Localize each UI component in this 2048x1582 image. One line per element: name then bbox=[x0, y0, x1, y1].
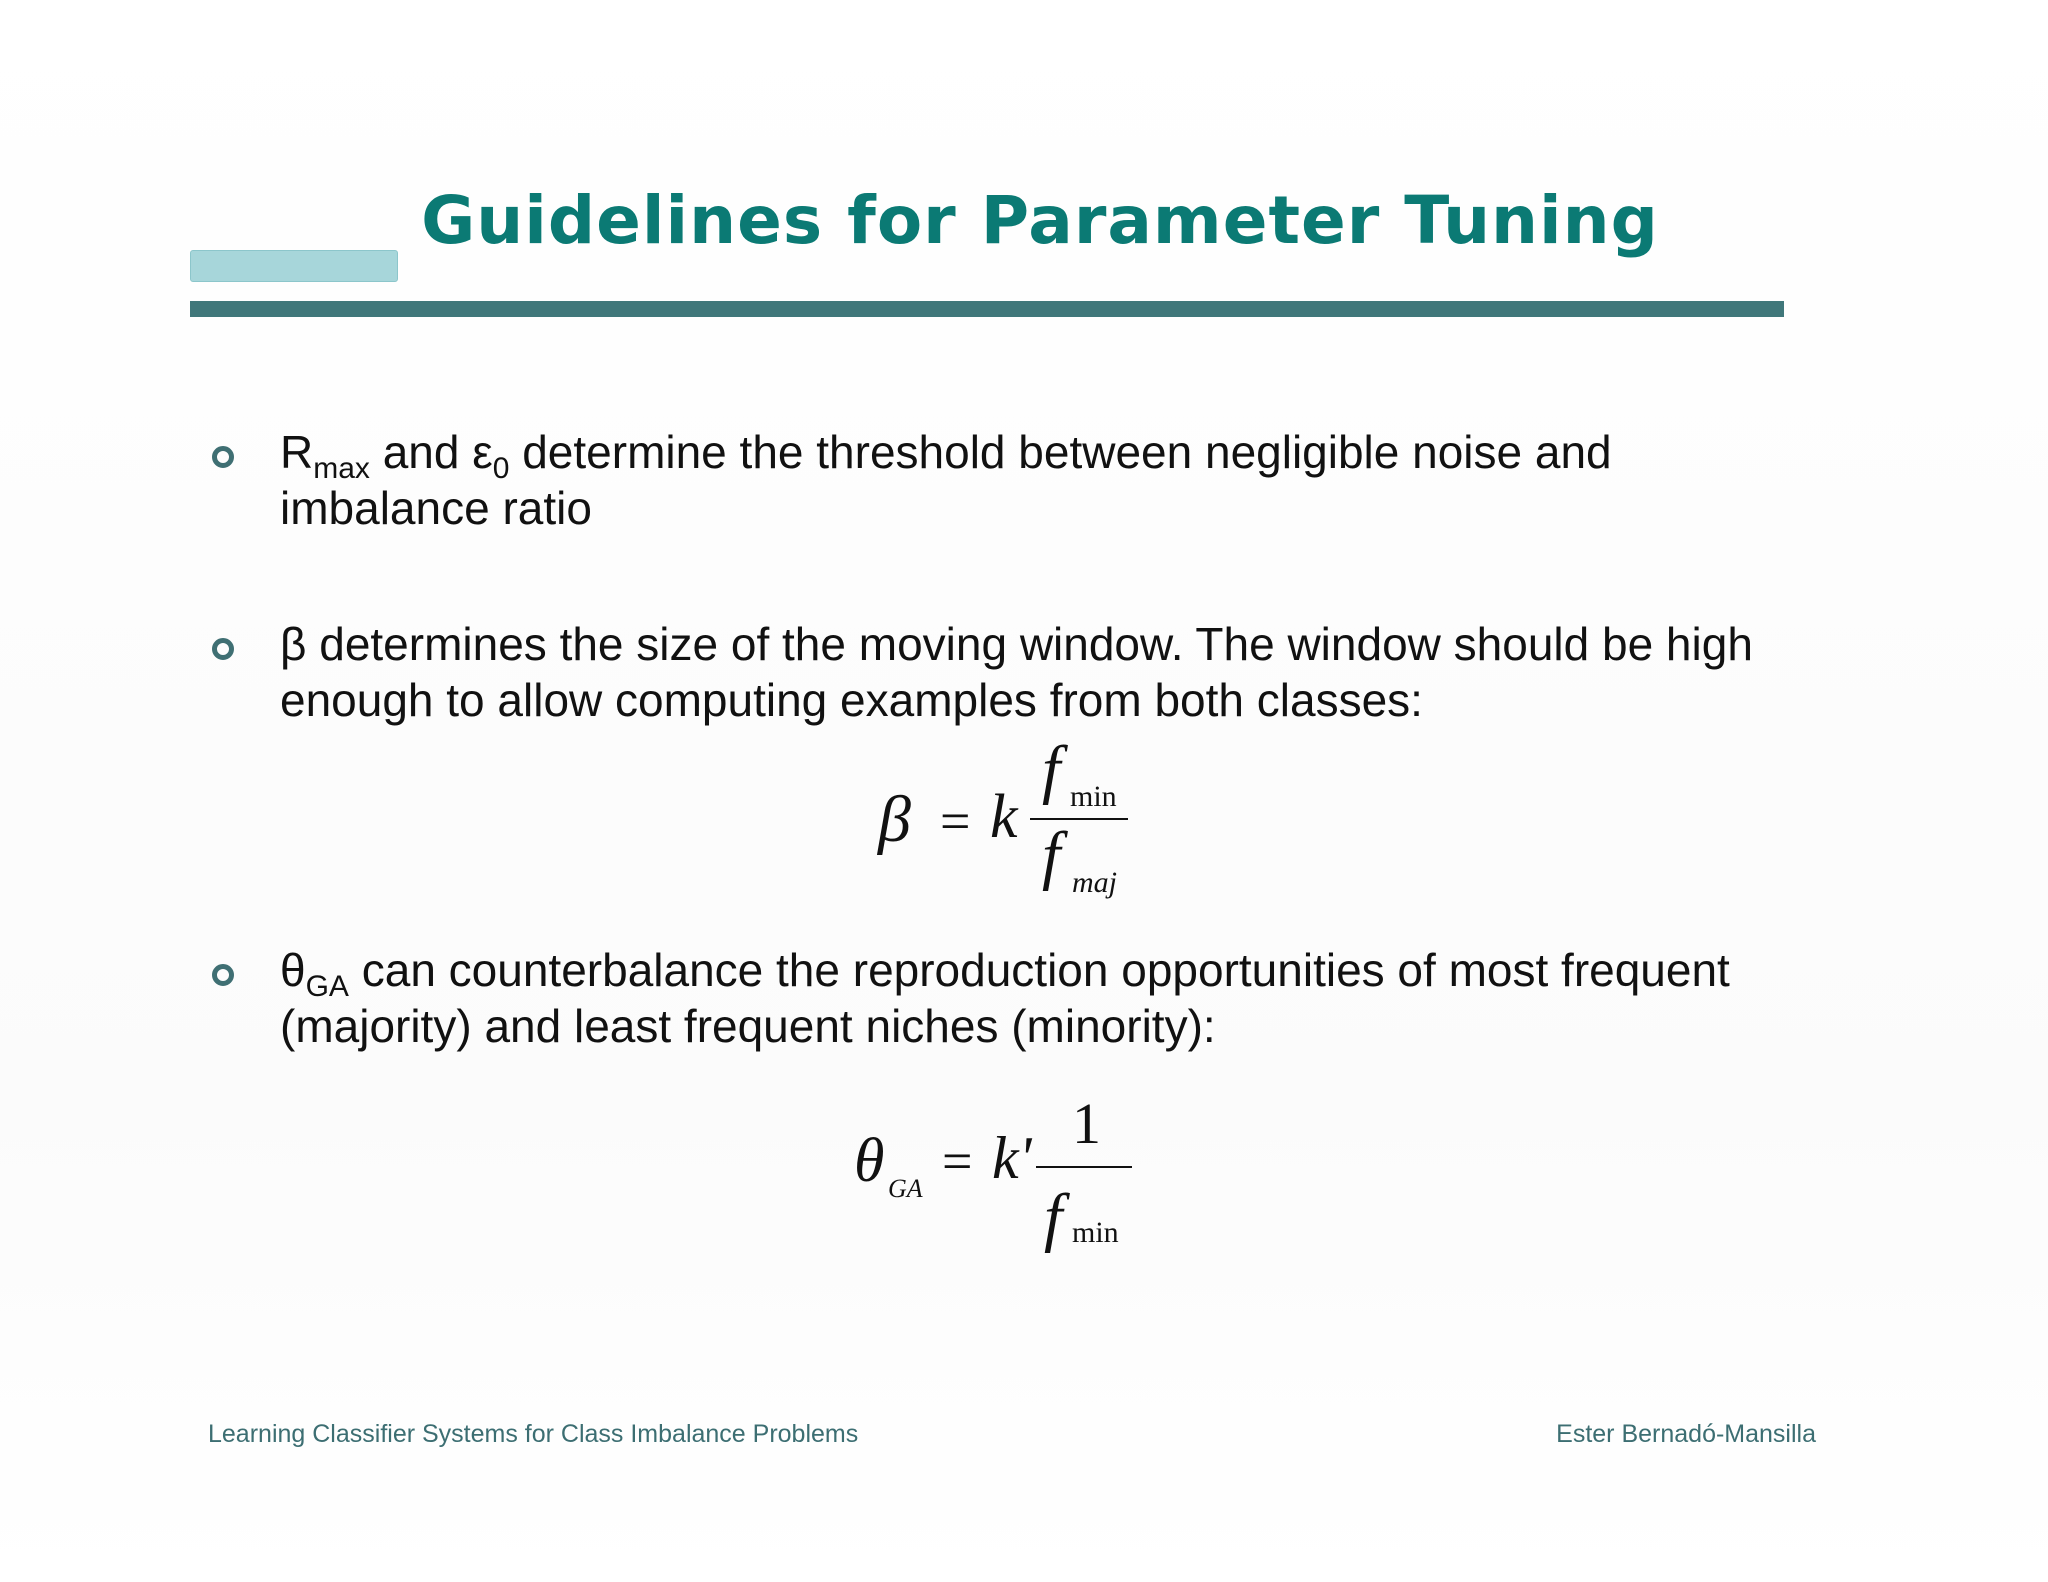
rmax-subscript: max bbox=[313, 452, 370, 485]
theta-ga-symbol: θ bbox=[854, 1127, 885, 1195]
theta-symbol: θ bbox=[280, 944, 306, 996]
theta-equals: = bbox=[942, 1131, 973, 1191]
theta-numerator: 1 bbox=[1072, 1091, 1101, 1156]
rmax-symbol: R bbox=[280, 426, 314, 478]
theta-den-sub: min bbox=[1072, 1216, 1119, 1249]
bullet-text-2: β determines the size of the moving window. The window should be high enough to allow computing examples from both classes: bbox=[280, 618, 1753, 726]
beta-den-sub: maj bbox=[1072, 866, 1117, 899]
epsilon-symbol: ε bbox=[472, 426, 493, 478]
title-accent-tab bbox=[190, 250, 398, 282]
bullet-marker-3 bbox=[212, 964, 234, 986]
formula-beta bbox=[870, 733, 1170, 910]
bullet-1-rest: determine the threshold between negligible noise and imbalance ratio bbox=[280, 426, 1612, 534]
bullet-text-1 bbox=[280, 424, 1820, 536]
bullet-text-3 bbox=[280, 942, 1820, 1054]
theta-fraction-bar bbox=[1036, 1166, 1132, 1168]
beta-equals: = bbox=[940, 791, 971, 851]
beta-den-f: f bbox=[1042, 819, 1061, 892]
theta-ga-subscript: GA bbox=[888, 1174, 923, 1203]
beta-num-f: f bbox=[1042, 733, 1061, 806]
theta-den-f: f bbox=[1044, 1181, 1063, 1254]
beta-num-sub: min bbox=[1070, 780, 1117, 813]
bullet-1-connector: and bbox=[369, 426, 473, 478]
beta-symbol: β bbox=[878, 783, 911, 856]
theta-k-prime: k' bbox=[992, 1125, 1032, 1191]
footer-right: Ester Bernadó-Mansilla bbox=[1556, 1420, 1816, 1448]
bullet-marker-2 bbox=[212, 638, 234, 660]
bullet-marker-1 bbox=[212, 446, 234, 468]
epsilon-subscript: 0 bbox=[492, 452, 510, 485]
title-underline-rule bbox=[190, 301, 1784, 317]
slide-title: Guidelines for Parameter Tuning bbox=[421, 182, 1659, 259]
formula-theta-ga bbox=[840, 1091, 1180, 1266]
theta-subscript: GA bbox=[305, 970, 349, 1003]
footer-left: Learning Classifier Systems for Class Imbalance Problems bbox=[208, 1420, 859, 1448]
beta-k: k bbox=[990, 783, 1018, 851]
bullet-3-rest: can counterbalance the reproduction opportunities of most frequent (majority) and least frequent niches (minority): bbox=[280, 944, 1730, 1052]
